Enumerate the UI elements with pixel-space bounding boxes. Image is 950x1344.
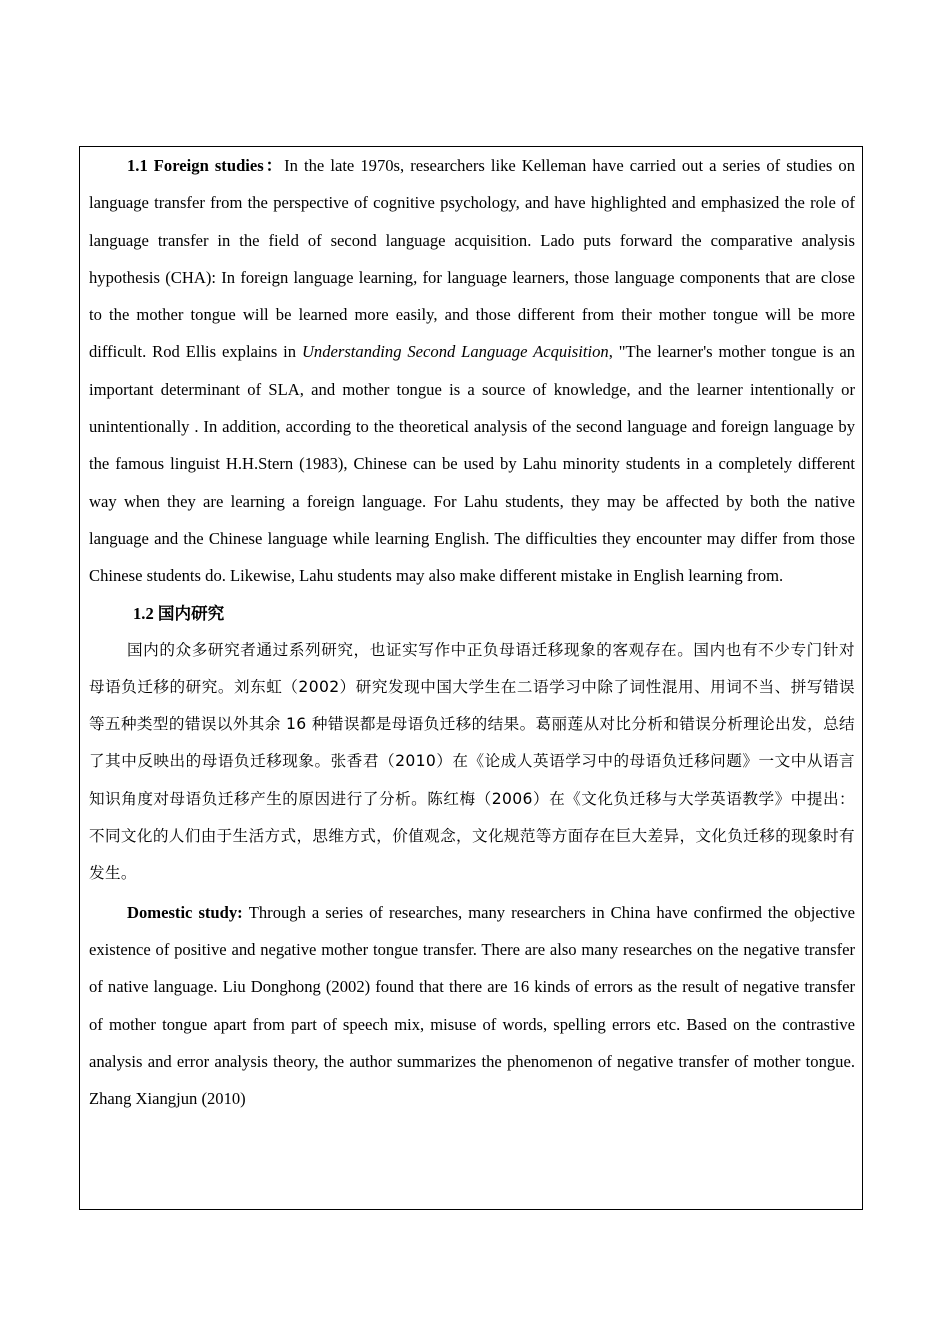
document-body bbox=[89, 147, 855, 1117]
book-title-italic: Understanding Second Language Acquisition bbox=[301, 342, 609, 362]
foreign-studies-text-part-1: In the late 1970s, researchers like Kelleman have carried out a series of studies on language transfer from the perspective of cognitive psychology, and have highlighted and emphasized the role of language transfer in the field of second language acquisition. Lado puts forward the comparative analysis hypothesis (CHA): In foreign language learning, for language learners, those language components that are close to the mother tongue will be learned more easily, and those different from their mother tongue will be more difficult. Rod Ellis explains in bbox=[89, 156, 855, 362]
foreign-studies-heading: 1.1 Foreign studies： bbox=[127, 156, 285, 175]
domestic-study-paragraph bbox=[89, 894, 855, 1118]
domestic-study-text: Through a series of researches, many researchers in China have confirmed the objective existence of positive and negative mother tongue transfer. There are also many researches on the negative transfer of native language. Liu Donghong (2002) found that there are 16 kinds of errors as the result of negative transfer of mother tongue apart from part of speech mix, misuse of words, spelling errors etc. Based on the contrastive analysis and error analysis theory, the author summarizes the phenomenon of negative transfer of mother tongue. Zhang Xiangjun (2010) bbox=[89, 902, 855, 1109]
domestic-study-heading: Domestic study: bbox=[127, 902, 249, 922]
page-border-frame bbox=[79, 146, 863, 1210]
foreign-studies-paragraph bbox=[89, 147, 855, 595]
foreign-studies-text-part-2: , "The learner's mother tongue is an important determinant of SLA, and mother tongue is a source of knowledge, and the learner intentionally or unintentionally . In addition, according to the theoretical analysis of the second language and foreign language by the famous linguist H.H.Stern (1983), Chinese can be used by Lahu minority students in a completely different way when they are learning a foreign language. For Lahu students, they may be affected by both the native language and the Chinese language while learning English. The difficulties they encounter may differ from those Chinese students do. Likewise, Lahu students may also make different mistake in English learning from. bbox=[89, 342, 856, 586]
domestic-research-heading: 1.2 国内研究 bbox=[133, 603, 225, 623]
domestic-research-chinese-paragraph: 国内的众多研究者通过系列研究，也证实写作中正负母语迁移现象的客观存在。国内也有不少专门针对母语负迁移的研究。刘东虹（2002）研究发现中国大学生在二语学习中除了词性混用、用词不当、拼写错误等五种类型的错误以外其余 16 种错误都是母语负迁移的结果。葛丽莲从对比分析和错误分析理论出发，总结了其中反映出的母语负迁移现象。张香君（2010）在《论成人英语学习中的母语负迁移问题》一文中从语言知识角度对母语负迁移产生的原因进行了分析。陈红梅（2006）在《文化负迁移与大学英语教学》中提出：不同文化的人们由于生活方式，思维方式，价值观念，文化规范等方面存在巨大差异，文化负迁移的现象时有发生。 bbox=[89, 640, 855, 883]
